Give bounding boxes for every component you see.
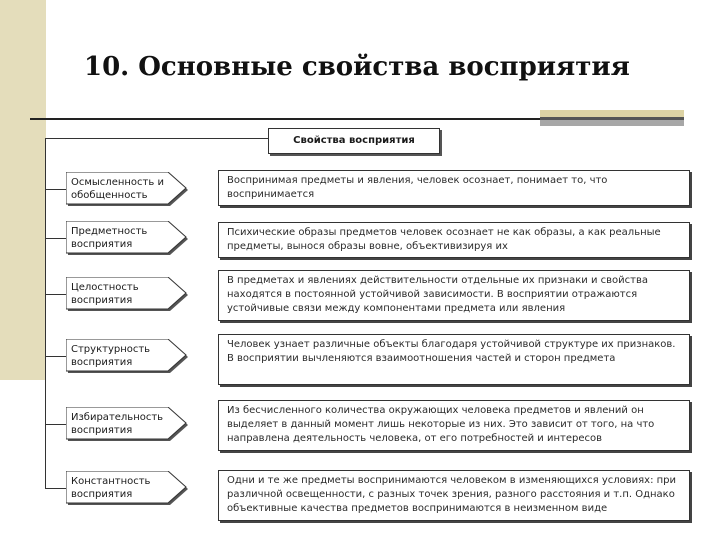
- description-box: В предметах и явлениях действительности отдельные их признаки и свойства находятся в постоянной устойчивой зависимости. В восприятии отражаются устойчивые связи между компонентами предмета или явления: [218, 270, 690, 321]
- page-title: 10. Основные свойства восприятия: [84, 52, 630, 82]
- property-box: [66, 339, 190, 373]
- connector-branch: [45, 189, 66, 190]
- connector-branch: [45, 238, 66, 239]
- connector-branch: [45, 294, 66, 295]
- property-label: Константность восприятия: [71, 476, 151, 500]
- connector-header-left: [45, 138, 268, 139]
- property-box: [66, 407, 190, 441]
- property-label: Структурность восприятия: [71, 344, 151, 368]
- description-box: Из бесчисленного количества окружающих человека предметов и явлений он выделяет в данный момент лишь некоторые из них. Это зависит от того, на что направлена деятельность человека, от его потребностей и интересов: [218, 400, 690, 451]
- title-underline: [30, 118, 540, 120]
- property-box: [66, 471, 190, 505]
- connector-branch: [45, 356, 66, 357]
- description-box: Одни и те же предметы воспринимаются человеком в изменяющихся условиях: при различной освещенности, с разных точек зрения, разного расстояния и т.п. Однако объективные качества предметов воспринимаются в неизменном виде: [218, 470, 690, 521]
- connector-spine: [45, 138, 46, 489]
- connector-branch: [45, 488, 66, 489]
- connector-branch: [45, 424, 66, 425]
- property-label: Предметность восприятия: [71, 226, 148, 250]
- decorative-side-bar: [0, 0, 46, 380]
- diagram-header: Свойства восприятия: [268, 128, 440, 154]
- property-label: Целостность восприятия: [71, 282, 139, 306]
- description-box: Психические образы предметов человек осознает не как образы, а как реальные предметы, вынося образы вовне, объективизируя их: [218, 222, 690, 258]
- description-box: Человек узнает различные объекты благодаря устойчивой структуре их признаков. В восприятии вычленяются взаимоотношения частей и сторон предмета: [218, 334, 690, 385]
- property-box: [66, 172, 190, 206]
- decorative-accent-gray: [540, 120, 684, 126]
- property-label: Избирательность восприятия: [71, 412, 164, 436]
- property-box: [66, 221, 190, 255]
- description-box: Воспринимая предметы и явления, человек осознает, понимает то, что воспринимается: [218, 170, 690, 206]
- property-label: Осмысленность и обобщенность: [71, 177, 164, 201]
- property-box: [66, 277, 190, 311]
